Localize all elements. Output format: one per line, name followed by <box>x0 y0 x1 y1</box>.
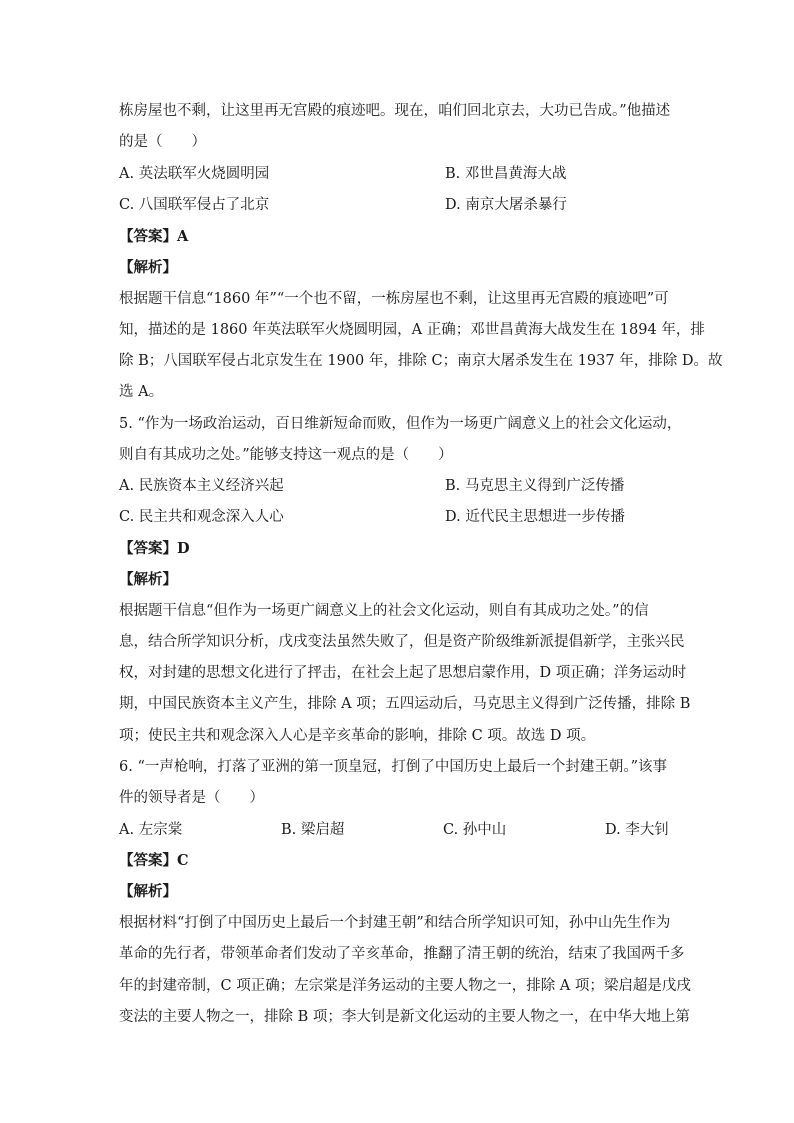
q6-analysis-line-1: 根据材料“打倒了中国历史上最后一个封建王朝”和结合所学知识可知，孙中山先生作为 <box>119 915 671 931</box>
q4-analysis-line-2: 知，描述的是 1860 年英法联军火烧圆明园，A 正确；邓世昌黄海大战发生在 1894 年，排 <box>119 322 705 338</box>
q6-analysis-line-3: 年的封建帝制，C 项正确；左宗棠是洋务运动的主要人物之一，排除 A 项；梁启超是戊戌 <box>119 978 691 994</box>
q5-analysis-line-3: 权，对封建的思想文化进行了抨击，在社会上起了思想启蒙作用，D 项正确；洋务运动时 <box>119 665 687 681</box>
q6-option-b: B. 梁启超 <box>281 822 345 838</box>
q5-option-d: D. 近代民主思想进一步传播 <box>445 509 625 525</box>
q4-option-d: D. 南京大屠杀暴行 <box>445 197 567 213</box>
q5-analysis-line-1: 根据题干信息“但作为一场更广阔意义上的社会文化运动，则自有其成功之处。”的信 <box>119 603 649 619</box>
q5-option-c: C. 民主共和观念深入人心 <box>119 509 284 525</box>
q5-analysis-label: 【解析】 <box>119 571 177 588</box>
q4-analysis-label: 【解析】 <box>119 259 177 276</box>
q4-answer: 【答案】A <box>119 228 189 245</box>
q6-option-c: C. 孙中山 <box>443 822 507 838</box>
q5-option-a: A. 民族资本主义经济兴起 <box>119 478 284 494</box>
q4-analysis-line-4: 选 A。 <box>119 384 164 400</box>
q5-option-b: B. 马克思主义得到广泛传播 <box>445 478 625 494</box>
q6-analysis-line-2: 革命的先行者，带领革命者们发动了辛亥革命，推翻了清王朝的统治，结束了我国两千多 <box>119 946 685 962</box>
q4-analysis-line-3: 除 B；八国联军侵占北京发生在 1900 年，排除 C；南京大屠杀发生在 1937 年，排除 D。故 <box>119 353 723 369</box>
q4-stem-line-2: 的是（ ） <box>119 134 206 150</box>
q5-analysis-line-4: 期，中国民族资本主义产生，排除 A 项；五四运动后，马克思主义得到广泛传播，排除 B <box>119 696 691 712</box>
q4-option-b: B. 邓世昌黄海大战 <box>445 166 567 182</box>
q6-option-a: A. 左宗棠 <box>119 822 183 838</box>
q6-answer: 【答案】C <box>119 852 189 869</box>
q6-option-d: D. 李大钊 <box>605 822 669 838</box>
q4-analysis-line-1: 根据题干信息“1860 年”“一个也不留，一栋房屋也不剩，让这里再无宫殿的痕迹吧”可 <box>119 291 669 307</box>
q5-answer: 【答案】D <box>119 540 190 557</box>
q6-stem-line-1: 6. “一声枪响，打落了亚洲的第一顶皇冠，打倒了中国历史上最后一个封建王朝。”该事 <box>119 759 668 775</box>
q4-option-a: A. 英法联军火烧圆明园 <box>119 166 270 182</box>
q4-option-c: C. 八国联军侵占了北京 <box>119 197 270 213</box>
q6-stem-line-2: 件的领导者是（ ） <box>119 790 264 806</box>
q5-analysis-line-2: 息，结合所学知识分析，戊戌变法虽然失败了，但是资产阶级维新派提倡新学，主张兴民 <box>119 634 685 650</box>
q6-analysis-label: 【解析】 <box>119 883 177 900</box>
q5-stem-line-1: 5. “作为一场政治运动，百日维新短命而败，但作为一场更广阔意义上的社会文化运动， <box>119 416 682 432</box>
q5-stem-line-2: 则自有其成功之处。”能够支持这一观点的是（ ） <box>119 447 453 463</box>
q4-stem-line-1: 栋房屋也不剩，让这里再无宫殿的痕迹吧。现在，咱们回北京去，大功已告成。”他描述 <box>119 103 671 119</box>
q6-analysis-line-4: 变法的主要人物之一，排除 B 项；李大钊是新文化运动的主要人物之一，在中华大地上第 <box>119 1009 690 1025</box>
q5-analysis-line-5: 项；使民主共和观念深入人心是辛亥革命的影响，排除 C 项。故选 D 项。 <box>119 728 596 744</box>
